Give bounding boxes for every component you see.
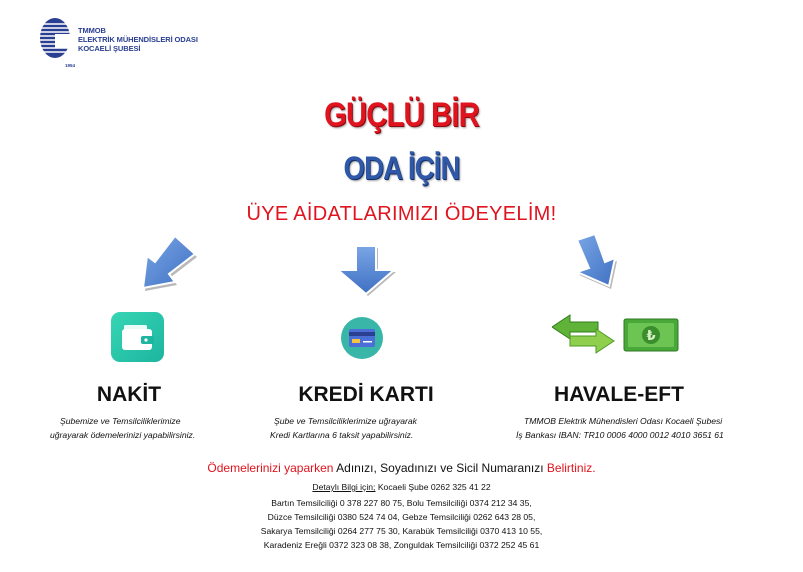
method-title-cash: NAKİT	[96, 383, 162, 406]
contact-line: Bartın Temsilciliği 0 378 227 80 75, Bolu Temsilciliği 0374 212 34 35,	[271, 498, 532, 508]
contact-line: Karadeniz Ereğli 0372 323 08 38, Zonguldak Temsilciliği 0372 252 45 61	[263, 540, 540, 550]
note-part-1: Ödemelerinizi yaparken	[207, 461, 337, 475]
method-title-transfer: HAVALE-EFT	[554, 383, 684, 406]
method-desc-credit-card	[262, 414, 462, 442]
transfer-desc-line-1: TMMOB Elektrik Mühendisleri Odası Kocaeli Şubesi	[524, 416, 723, 426]
contact-detail	[0, 482, 803, 492]
method-desc-transfer	[516, 414, 786, 442]
logo-year: 1954	[65, 63, 76, 68]
contact-line: Düzce Temsilciliği 0380 524 74 04, Gebze Temsilciliği 0262 643 28 05,	[267, 512, 536, 522]
headline-chamber: ODA İÇİN	[343, 150, 460, 186]
lira-symbol-icon: ₺	[646, 329, 656, 344]
detail-label: Detaylı Bilgi için;	[312, 482, 376, 492]
logo-text	[78, 26, 198, 53]
payment-note	[0, 461, 803, 475]
transfer-desc-iban: İş Bankası IBAN: TR10 0006 4000 0012 4010 3651 61	[516, 430, 724, 440]
note-part-2: Belirtiniz.	[543, 461, 596, 475]
headline-strong: GÜÇLÜ BİR	[324, 96, 479, 134]
contact-line: Sakarya Temsilciliği 0264 277 75 30, Karabük Temsilciliği 0370 413 10 55,	[260, 526, 543, 536]
chamber-logo	[38, 16, 198, 72]
note-emphasis: Adınızı, Soyadınızı ve Sicil Numaranızı	[336, 461, 544, 475]
headline-dues: ÜYE AİDATLARIMIZI ÖDEYELİM!	[246, 203, 557, 225]
cash-desc-line-2: uğrayarak ödemelerinizi yapabilirsiniz.	[50, 430, 196, 440]
money-transfer-icon	[552, 313, 680, 357]
detail-value: Kocaeli Şube 0262 325 41 22	[375, 482, 491, 492]
arrow-down-right-icon	[565, 232, 631, 292]
cash-desc-line-1: Şubemize ve Temsilciliklerimize	[60, 416, 181, 426]
card-desc-line-2: Kredi Kartlarına 6 taksit yapabilirsiniz.	[270, 430, 414, 440]
arrow-down-icon	[334, 244, 398, 296]
logo-line-2: ELEKTRİK MÜHENDİSLERİ ODASI	[78, 35, 198, 44]
credit-card-icon	[341, 317, 383, 359]
card-desc-line-1: Şube ve Temsilciliklerimize uğrayarak	[274, 416, 417, 426]
arrow-down-left-icon	[133, 232, 201, 294]
method-desc-cash	[40, 414, 240, 442]
wallet-icon	[111, 312, 164, 362]
logo-line-3: KOCAELİ ŞUBESİ	[78, 44, 141, 53]
globe-logo-icon	[38, 16, 78, 64]
logo-line-1: TMMOB	[78, 26, 106, 35]
method-title-credit-card: KREDİ KARTI	[298, 383, 434, 406]
